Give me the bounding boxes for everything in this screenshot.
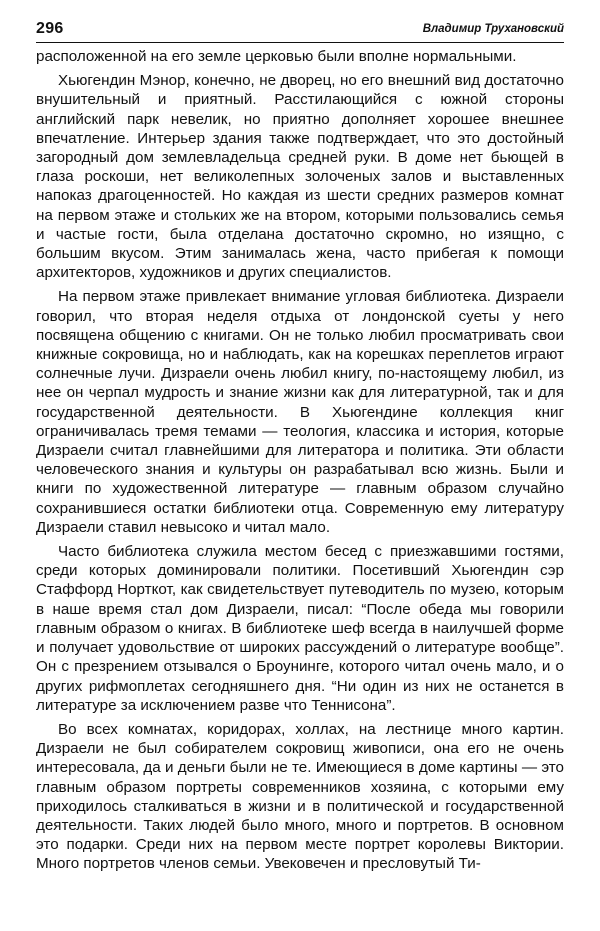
page-header [36,20,564,43]
body-text [36,47,564,874]
paragraph-continuation: расположенной на его земле церковью были вполне нормальными. [36,48,517,65]
running-head-author: Владимир Трухановский [422,23,564,35]
paragraph: На первом этаже привлекает внимание угловая библиотека. Дизраели говорил, что вторая неделя отдыха от лондонской суеты у него посвящена общению с книгами. Он не только любил просматривать свои книжные сокровища, но и наблюдать, как на корешках переплетов играют солнечные лучи. Дизраели очень любил книгу, по-настоящему любил, из нее он черпал мудрость и знание жизни как для литературной, так и для государственной деятельности. В Хьюгендине коллекция книг ограничивалась тремя темами — теология, классика и история, которые Дизраели считал главнейшими для литератора и политика. Эти области человеческого знания и культуры он разрабатывал всю жизнь. Были и книги по художественной литературе — главным образом случайно сохранившиеся остатки библиотеки отца. Современную ему литературу Дизраели ставил невысоко и читал мало. [36,288,564,536]
paragraph: Часто библиотека служила местом бесед с приезжавшими гостями, среди которых доминировали политики. Посетивший Хьюгендин сэр Стаффорд Норткот, как свидетельствует путеводитель по музею, которым в наше время стал дом Дизраели, писал: “После обеда мы говорили главным образом о книгах. В библиотеке шеф всегда в наилучшей форме и получает удовольствие от широких рассуждений о литературе вообще”. Он с презрением отзывался о Броунинге, которого читал очень мало, и о других рифмоплетах сегодняшнего дня. “Ни один из них не останется в литературе за исключением разве что Теннисона”. [36,543,564,714]
paragraph: Хьюгендин Мэнор, конечно, не дворец, но его внешний вид достаточно внушительный и приятный. Расстилающийся с южной стороны английский парк невелик, но приятно дополняет хорошее внешнее впечатление. Интерьер здания также подтверждает, что это достойный загородный дом землевладельца средней руки. В доме нет бьющей в глаза роскоши, нет великолепных золоченых залов и выставленных напоказ драгоценностей. Но каждая из шести средних размеров комнат на первом этаже и стольких же на втором, которыми пользовались семья и частые гости, была отделана достаточно скромно, но изящно, с большим вкусом. Этим занималась жена, часто прибегая к помощи архитекторов, художников и других специалистов. [36,72,564,282]
page-number: 296 [36,20,64,37]
paragraph: Во всех комнатах, коридорах, холлах, на лестнице много картин. Дизраели не был собирателем сокровищ живописи, она его не очень интересовала, да и деньги были не те. Имеющиеся в доме картины — это главным образом портреты современников хозяина, с которыми ему приходилось сталкиваться в жизни и в политической и государственной деятельности. Таких людей было много, много и портретов. В основном это подарки. Среди них на первом месте портрет королевы Виктории. Много портретов членов семьи. Увековечен и пресловутый Ти- [36,720,564,873]
